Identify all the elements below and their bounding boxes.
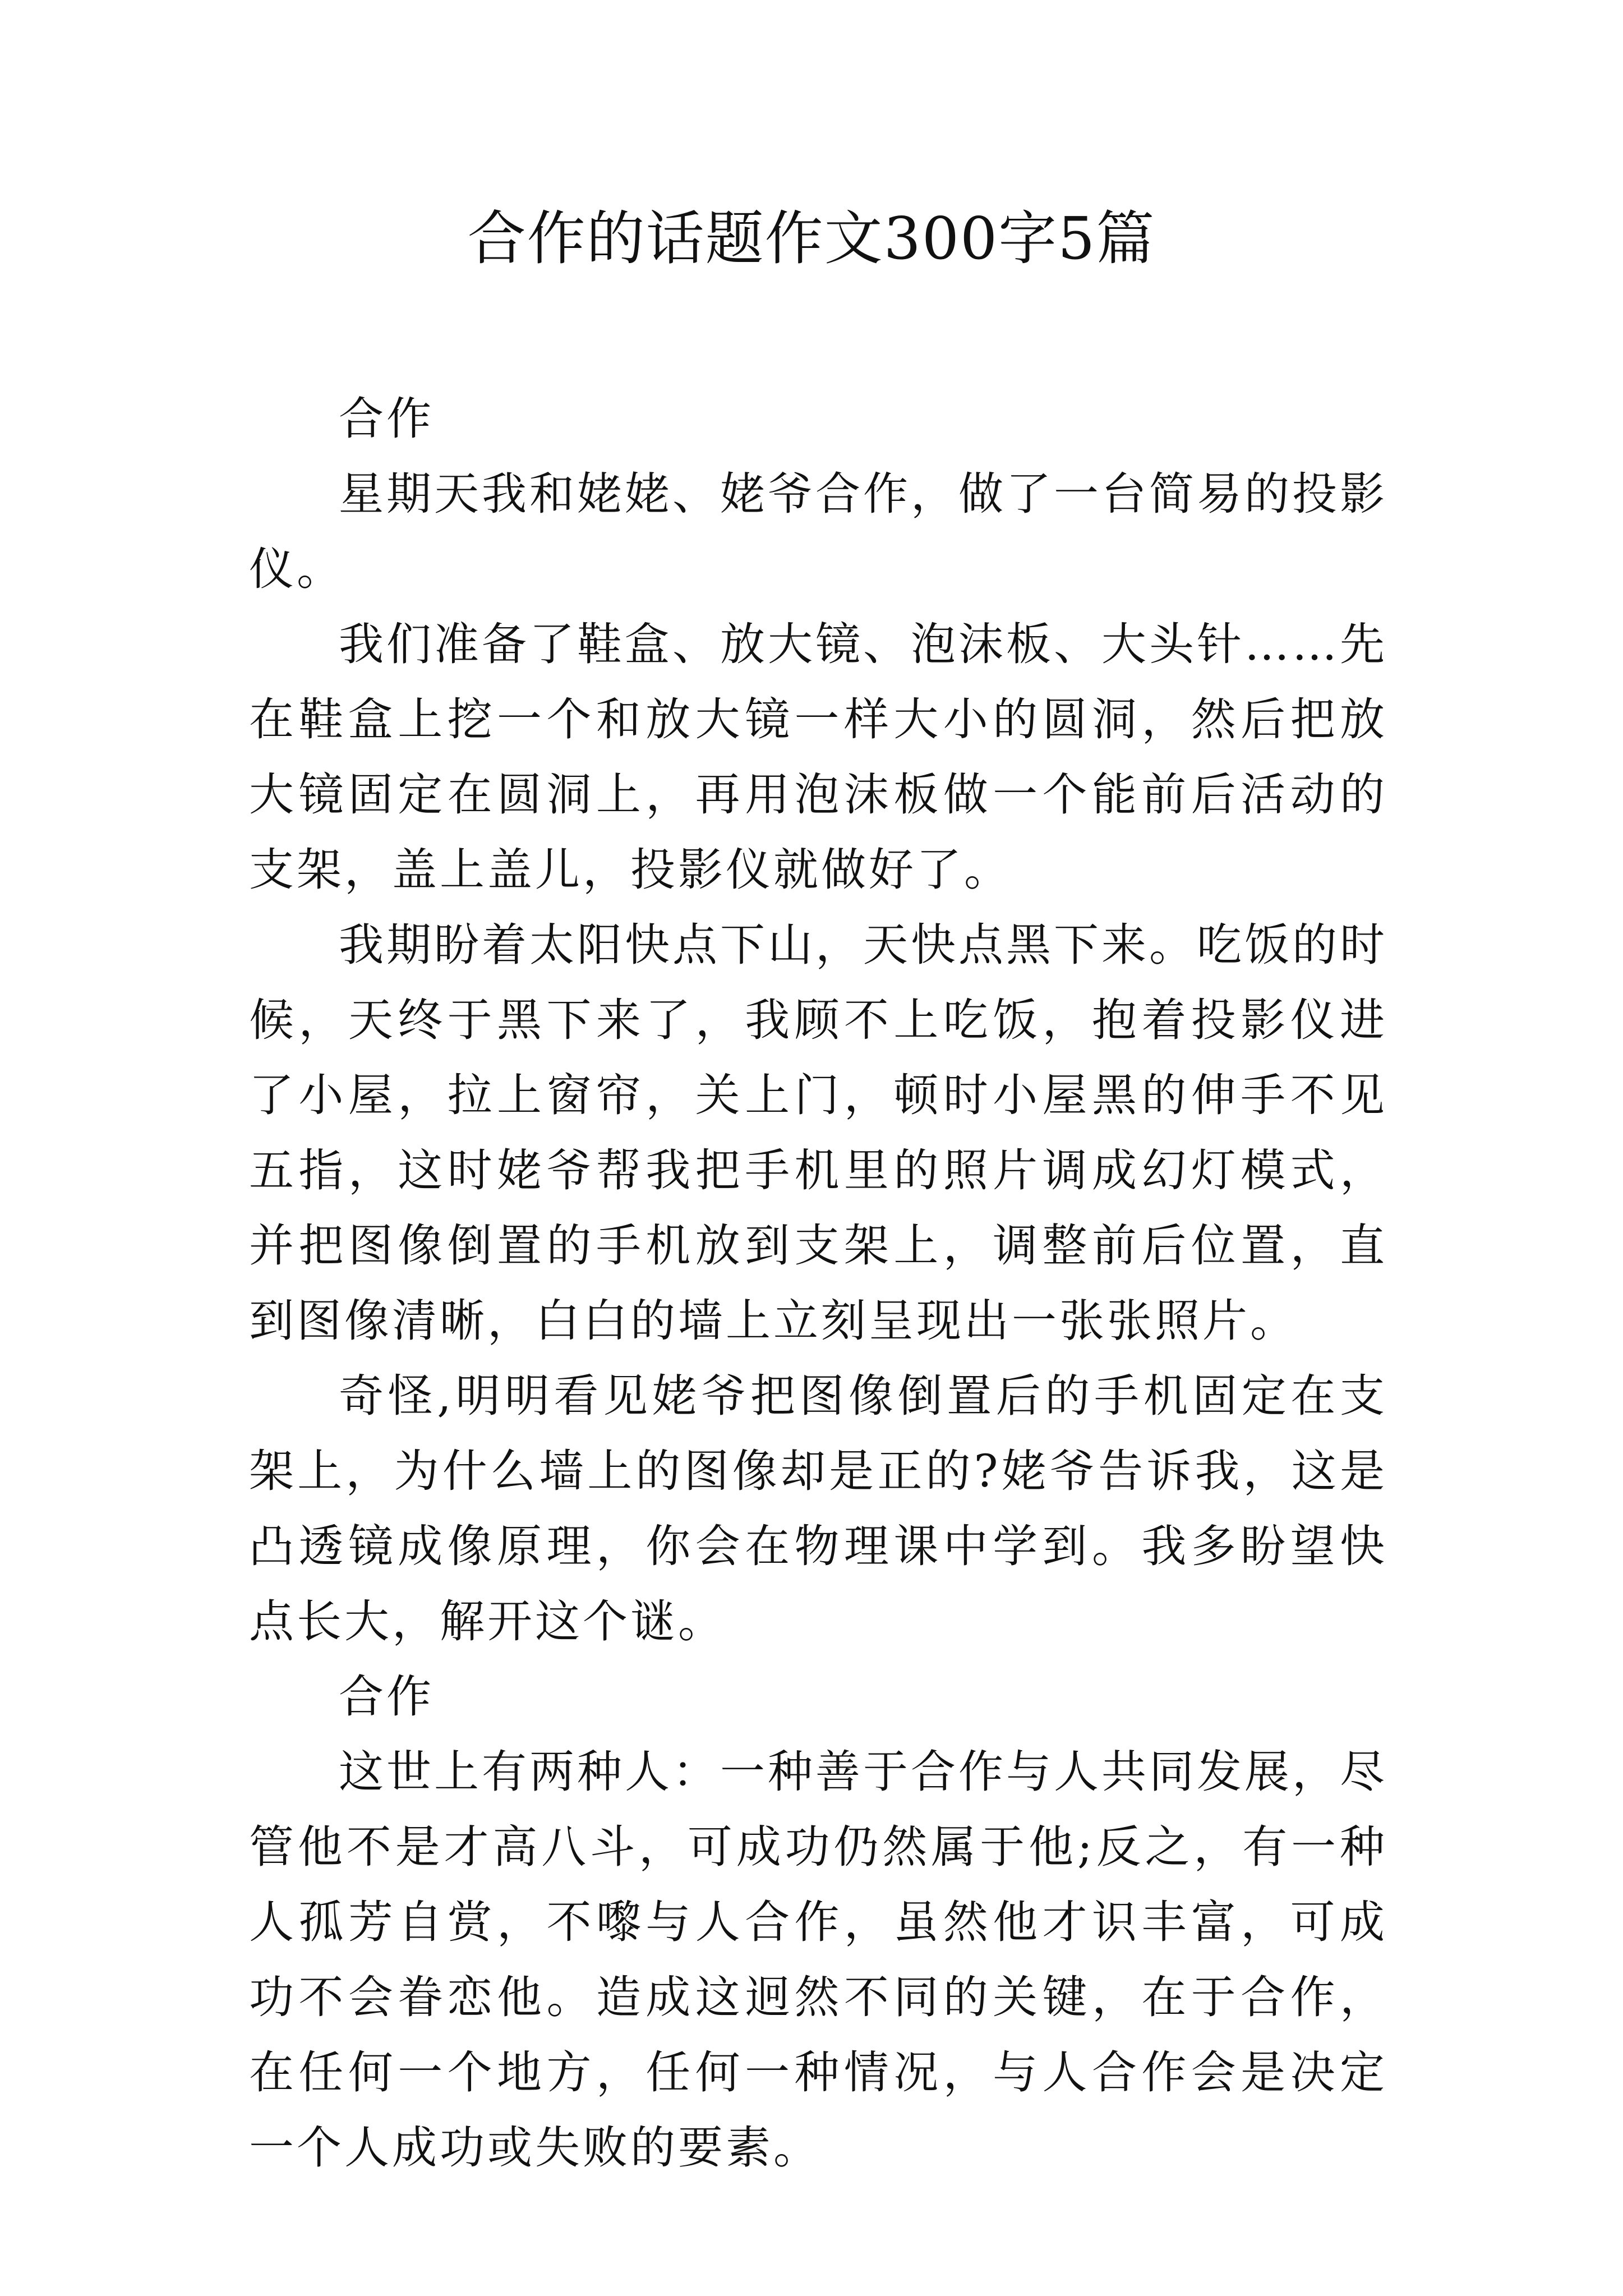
paragraph: 我们准备了鞋盒、放大镜、泡沫板、大头针……先在鞋盒上挖一个和放大镜一样大小的圆洞，然后把放大镜固定在圆洞上，再用泡沫板做一个能前后活动的支架，盖上盖儿，投影仪就做好了。 [249,618,1387,896]
paragraph: 我期盼着太阳快点下山，天快点黑下来。吃饭的时候，天终于黑下来了，我顾不上吃饭，抱着投影仪进了小屋，拉上窗帘，关上门，顿时小屋黑的伸手不见五指，这时姥爷帮我把手机里的照片调成幻灯模式，并把图像倒置的手机放到支架上，调整前后位置，直到图像清晰，白白的墙上立刻呈现出一张张照片。 [249,919,1387,1347]
paragraph: 奇怪,明明看见姥爷把图像倒置后的手机固定在支架上，为什么墙上的图像却是正的?姥爷告诉我，这是凸透镜成像原理，你会在物理课中学到。我多盼望快点长大，解开这个谜。 [249,1370,1387,1648]
paragraph: 这世上有两种人：一种善于合作与人共同发展，尽管他不是才高八斗，可成功仍然属于他;反之，有一种人孤芳自赏，不嚟与人合作，虽然他才识丰富，可成功不会眷恋他。造成这迥然不同的关键，在于合作，在任何一个地方，任何一种情况，与人合作会是决定一个人成功或失败的要素。 [249,1746,1387,2174]
section-heading: 合作 [339,393,434,445]
section-heading: 合作 [339,1671,434,1723]
document-body [249,381,1387,2185]
document-title: 合作的话题作文300字5篇 [467,204,1156,273]
paragraph: 星期天我和姥姥、姥爷合作，做了一台简易的投影仪。 [249,468,1387,595]
